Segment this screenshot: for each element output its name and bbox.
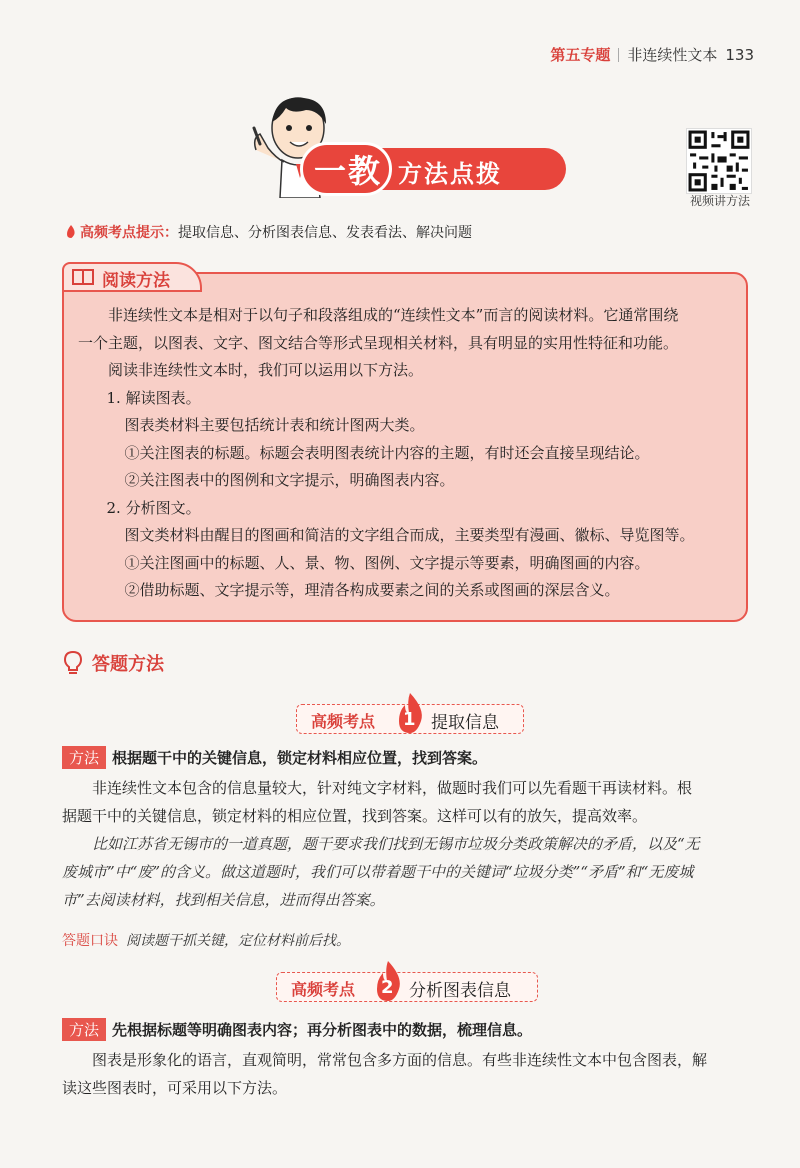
reading-paragraph: 非连续性文本是相对于以句子和段落组成的“连续性文本”而言的阅读材料。它通常围绕	[108, 306, 679, 324]
reading-paragraph: 图文类材料由醒目的图画和简洁的文字组合而成，主要类型有漫画、徽标、导览图等。	[124, 526, 695, 544]
reading-paragraph: 一个主题，以图表、文字、图文结合等形式呈现相关材料，具有明显的实用性特征和功能。	[78, 333, 679, 352]
section-banner	[286, 142, 568, 196]
book-icon	[70, 267, 96, 287]
tip-text: 提取信息、分析图表信息、发表看法、解决问题	[178, 225, 472, 241]
formula-text: 阅读题干抓关键，定位材料前后找。	[126, 933, 350, 949]
body-line: 图表是形象化的语言，直观简明，常常包含多方面的信息。有些非连续性文本中包含图表，解	[92, 1051, 708, 1069]
paragraph-explanation-2	[62, 1046, 752, 1102]
method-tag: 方法	[62, 1018, 106, 1041]
kaodian-label: 高频考点	[291, 980, 356, 999]
header-divider	[618, 48, 619, 62]
kaodian-number: 1	[403, 709, 416, 730]
qr-caption: 视频讲方法	[689, 194, 750, 208]
paragraph-explanation-1	[62, 774, 752, 830]
reading-list-item: ②关注图表中的图例和文字提示，明确图表内容。	[124, 471, 455, 489]
reading-method-box	[62, 262, 748, 622]
body-line: 比如江苏省无锡市的一道真题，题干要求我们找到无锡市垃圾分类政策解决的矛盾，以及“无	[92, 835, 700, 853]
tip-line	[66, 222, 472, 242]
tip-label: 高频考点提示：	[80, 225, 178, 241]
reading-list-item: ②借助标题、文字提示等，理清各构成要素之间的关系或图画的深层含义。	[124, 581, 620, 599]
lightbulb-icon	[62, 650, 84, 676]
kaodian-label: 高频考点	[311, 712, 376, 731]
reading-paragraph: 阅读非连续性文本时，我们可以运用以下方法。	[108, 361, 424, 379]
kaodian-number: 2	[381, 977, 394, 998]
header-section: 非连续性文本	[627, 46, 718, 64]
method-tag: 方法	[62, 746, 106, 769]
header-topic: 第五专题	[550, 46, 611, 64]
paragraph-example	[62, 830, 752, 914]
kaodian-banner-1	[296, 704, 524, 734]
formula-label: 答题口诀	[62, 933, 118, 949]
qr-code[interactable]	[686, 128, 752, 194]
method-line-1	[62, 746, 487, 769]
kaodian-name: 提取信息	[431, 713, 499, 733]
reading-step-heading: 2. 分析图文。	[106, 498, 201, 517]
answer-method-title: 答题方法	[92, 654, 164, 675]
running-header	[550, 44, 754, 65]
page-number: 133	[725, 46, 754, 64]
body-line: 据题干中的关键信息，锁定材料的相应位置，找到答案。这样可以有的放矢，提高效率。	[62, 807, 648, 825]
answer-formula	[62, 930, 350, 950]
reading-list-item: ①关注图画中的标题、人、景、物、图例、文字提示等要素，明确图画的内容。	[124, 553, 650, 572]
reading-paragraph: 图表类材料主要包括统计表和统计图两大类。	[124, 416, 425, 434]
reading-list-item: ①关注图表的标题。标题会表明图表统计内容的主题，有时还会直接呈现结论。	[124, 443, 650, 462]
banner-title-sub: 方法点拨	[398, 160, 502, 188]
reading-method-title: 阅读方法	[102, 271, 170, 291]
body-line: 非连续性文本包含的信息量较大，针对纯文字材料，做题时我们可以先看题干再读材料。根	[92, 779, 693, 797]
method-line-2	[62, 1018, 532, 1041]
kaodian-banner-2	[276, 972, 538, 1002]
body-line: 废城市”中“废”的含义。做这道题时，我们可以带着题干中的关键词“垃圾分类”“矛盾”和“无废城	[62, 863, 694, 881]
method-text: 根据题干中的关键信息，锁定材料相应位置，找到答案。	[112, 749, 488, 767]
method-text: 先根据标题等明确图表内容；再分析图表中的数据，梳理信息。	[112, 1021, 533, 1039]
reading-step-heading: 1. 解读图表。	[106, 388, 201, 407]
kaodian-name: 分析图表信息	[409, 981, 511, 1001]
body-line: 市”去阅读材料，找到相关信息，进而得出答案。	[62, 891, 385, 909]
flame-icon	[66, 225, 76, 238]
body-line: 读这些图表时，可采用以下方法。	[62, 1079, 288, 1097]
reading-content	[78, 302, 734, 605]
banner-title-main: 一教	[313, 152, 382, 190]
